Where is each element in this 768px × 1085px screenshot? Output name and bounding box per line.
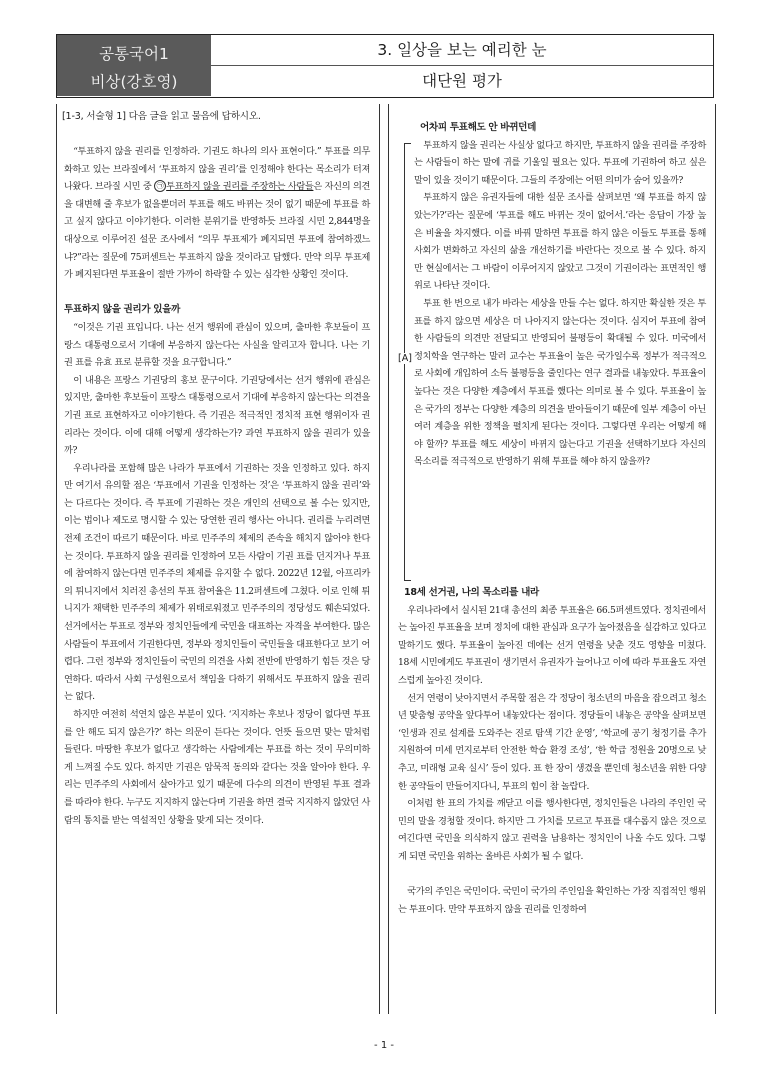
subheading: 투표하지 않을 권리가 있을까 bbox=[64, 304, 180, 316]
right-column-lower bbox=[398, 584, 706, 918]
passage-paragraph: 우리나라를 포함해 많은 나라가 투표에서 기권하는 것을 인정하고 있다. 하지만 여기서 유의할 점은 ‘투표에서 기권을 인정하는 것’은 ‘투표하지 않을 권리’와는 다르다는 것이다. 즉 투표에 기권하는 것은 개인의 선택으로 볼 수는 있지만, 이는 법이나 제도로 명시할 수 있는 당연한 권리 행사는 아니다. 권리를 누리려면 전제 조건이 따르기 때문이다. 바로 민주주의 체제의 존속을 해치지 않아야 한다는 것이다. 투표하지 않을 권리를 인정하여 모든 사람이 기권 표를 던지거나 투표에 참여하지 않는다면 민주주의 체제를 유지할 수 없다. 2022년 12월, 아프리카의 튀니지에서 치러진 총선의 투표 참여율은 11.2퍼센트에 그쳤다. 이로 인해 튀니지가 채택한 민주주의 체제가 위태로워졌고 민주주의의 정당성도 훼손되었다. 선거에서는 투표로 정부와 정치인들에게 국민을 대표하는 자격을 부여한다. 많은 사람들이 투표에서 기권한다면, 정부와 정치인들이 국민들을 대표한다고 보기 어렵다. 그런 정부와 정치인들이 국민의 의견을 사회 전반에 반영하기 힘든 것은 당연하다. 따라서 사회 구성원으로서 책임을 다하기 위해서도 투표하지 않을 권리는 없다. bbox=[64, 462, 370, 703]
passage-paragraph: 이처럼 한 표의 가치를 깨닫고 이를 행사한다면, 정치인들은 나라의 주인인 국민의 말을 경청할 것이다. 하지만 그 가치를 모르고 투표를 대수롭지 않은 것으로 여긴다면 국민을 의식하지 않고 권력을 남용하는 정치인이 나올 수도 있다. 그렇게 되면 국민을 위하는 올바른 사회가 될 수 없다. bbox=[398, 798, 706, 862]
header-box bbox=[56, 34, 714, 98]
passage-paragraph: 선거 연령이 낮아지면서 주목할 점은 각 정당이 청소년의 마음을 잡으려고 청소년 맞춤형 공약을 앞다투어 내놓았다는 점이다. 정당들이 내놓은 공약을 살펴보면 ‘인생과 진로 설계를 도와주는 진로 탐색 기간 운영’, ‘학교에 공기 청정기를 추가 지원하여 미세 먼지로부터 안전한 학습 환경 조성’, ‘한 학급 정원을 20명으로 낮추고, 미래형 교육 실시’ 등이 있다. 표 한 장이 생겼을 뿐인데 청소년을 위한 다양한 공약들이 만들어지다니, 투표의 힘이 참 놀랍다. bbox=[398, 692, 706, 792]
passage-paragraph: “이것은 기권 표입니다. 나는 선거 행위에 관심이 있으며, 출마한 후보들이 프랑스 대통령으로서 기대에 부응하지 않는다는 사실을 알리고자 합니다. 나는 기권 표를 유효 표로 분류할 것을 요구합니다.” bbox=[64, 321, 370, 369]
passage-paragraph: 투표하지 않을 권리는 사실상 없다고 하지만, 투표하지 않을 권리를 주장하는 사람들이 하는 말에 귀를 기울일 필요는 있다. 투표에 기권하여 하고 싶은 말이 있을 것이기 때문이다. 그들의 주장에는 어떤 의미가 숨어 있을까? bbox=[414, 139, 706, 186]
question-instruction: [1-3, 서술형 1] 다음 글을 읽고 물음에 답하시오. bbox=[62, 111, 261, 122]
title-block bbox=[211, 35, 713, 96]
paragraph-text: “투표하지 않을 권리를 인정하라. 기권도 하나의 의사 표현이다.” 투표를 의무화하고 있는 브라질에서 ‘투표하지 않을 권리’를 인정해야 한다는 목소리가 터져 나왔다. 브라질 시민 중 bbox=[64, 146, 370, 193]
section-title: 대단원 평가 bbox=[422, 72, 502, 90]
publisher-label: 비상(강호영) bbox=[90, 73, 178, 91]
subject-label: 공통국어1 bbox=[99, 45, 169, 63]
passage-paragraph: 투표 한 번으로 내가 바라는 세상을 만들 수는 없다. 하지만 확실한 것은 투표를 하지 않으면 세상은 더 나아지지 않는다는 것이다. 심지어 투표에 참여한 사람들의 의견만 전달되고 반영되어 불평등이 확대될 수 있다. 미국에서 정치학을 연구하는 말러 교수는 투표율이 높은 국가일수록 정부가 적극적으로 사회에 개입하여 소득 불평등을 줄인다는 연구 결과를 내놓았다. 투표율이 높다는 것은 다양한 계층에서 투표를 했다는 의미로 볼 수 있다. 투표율이 높은 국가의 정부는 다양한 계층의 의견을 받아들이기 때문에 일부 계층이 아닌 여러 계층을 위한 정책을 펼치게 된다는 것이다. 그렇다면 우리는 어떻게 해야 할까? 투표를 해도 세상이 바뀌지 않는다고 기권을 선택하기보다 자신의 목소리를 적극적으로 반영하기 위해 투표를 해야 하지 않을까? bbox=[414, 297, 706, 468]
paragraph-text: 은 자신의 의견을 대변해 줄 후보가 없을뿐더러 투표를 해도 바뀌는 것이 없기 때문에 투표를 하고 싶지 않다고 이야기한다. 이러한 분위기를 반영하듯 브라질 시민 2,844명을 대상으로 이루어진 설문 조사에서 “의무 투표제가 폐지되면 투표에 참여하겠느냐?”라는 질문에 75퍼센트는 투표하지 않을 것이라고 답했다. 만약 의무 투표제가 폐지된다면 투표율이 절반 가까이 하락할 수 있는 심각한 상황인 것이다. bbox=[64, 181, 370, 281]
left-column bbox=[64, 143, 370, 829]
passage-paragraph: 국가의 주인은 국민이다. 국민이 국가의 주인임을 확인하는 가장 직접적인 행위는 투표이다. 만약 투표하지 않을 권리를 인정하여 bbox=[398, 886, 706, 915]
passage-paragraph: 우리나라에서 실시된 21대 총선의 최종 투표율은 66.5퍼센트였다. 정치권에서는 높아진 투표율을 보며 정치에 대한 관심과 요구가 높아졌음을 실감하고 있다고 말하기도 했다. 투표율이 높아진 데에는 선거 연령을 낮춘 것도 영향을 미쳤다. 18세 시민에게도 투표권이 생기면서 유권자가 늘어나고 이에 따라 투표율도 자연스럽게 높아진 것이다. bbox=[398, 604, 706, 686]
section-a-label: [A] bbox=[398, 353, 412, 364]
subject-block bbox=[57, 35, 211, 96]
page-number: - 1 - bbox=[374, 1040, 394, 1051]
right-column bbox=[414, 119, 706, 471]
unit-title: 3. 일상을 보는 예리한 눈 bbox=[211, 35, 713, 66]
passage-paragraph: 하지만 여전히 석연치 않은 부분이 있다. ‘지지하는 후보나 정당이 없다면 투표를 안 해도 되지 않은가?’ 하는 의문이 든다는 것이다. 언뜻 들으면 맞는 말처럼 들린다. 마땅한 후보가 없다고 생각하는 사람에게는 투표를 하는 것이 무의미하게 느껴질 수도 있다. 하지만 기권은 암묵적 동의와 같다는 것을 알아야 한다. 우리는 민주주의 사회에서 살아가고 있기 때문에 다수의 의견이 반영된 투표 결과를 따라야 한다. 누구도 지지하지 않는다며 기권을 하면 결국 지지하지 않았던 사람의 통치를 받는 역설적인 상황을 맞게 되는 것이다. bbox=[64, 709, 370, 826]
underlined-phrase: 투표하지 않을 권리를 주장하는 사람들 bbox=[166, 181, 314, 193]
passage-paragraph bbox=[64, 143, 370, 284]
passage-paragraph: 투표하지 않은 유권자들에 대한 설문 조사를 살펴보면 ‘왜 투표를 하지 않았는가?’라는 질문에 ‘투표를 해도 바뀌는 것이 없어서.’라는 응답이 가장 높은 비율을 차지했다. 이를 바꿔 말하면 투표를 하지 않은 이들도 투표를 통해 사회가 변화하고 자신의 삶을 개선하기를 바란다는 것으로 볼 수 있다. 하지만 현실에서는 그 바람이 이루어지지 않았고 그것이 기권이라는 표면적인 행위로 나타난 것이다. bbox=[414, 192, 706, 292]
subheading: 어차피 투표해도 안 바뀌던데 bbox=[420, 122, 536, 133]
subheading: 18세 선거권, 나의 목소리를 내라 bbox=[404, 587, 539, 598]
circle-marker: ㉠ bbox=[154, 180, 166, 192]
passage-paragraph: 이 내용은 프랑스 기권당의 홍보 문구이다. 기권당에서는 선거 행위에 관심은 있지만, 출마한 후보들이 프랑스 대통령으로서 기대에 부응하지 않는다는 의견을 기권 표로 표현하자고 이야기한다. 즉 기권은 적극적인 정치적 표현 행위이자 권리라는 것이다. 이에 대해 어떻게 생각하는가? 과연 투표하지 않을 권리가 있을까? bbox=[64, 374, 370, 457]
